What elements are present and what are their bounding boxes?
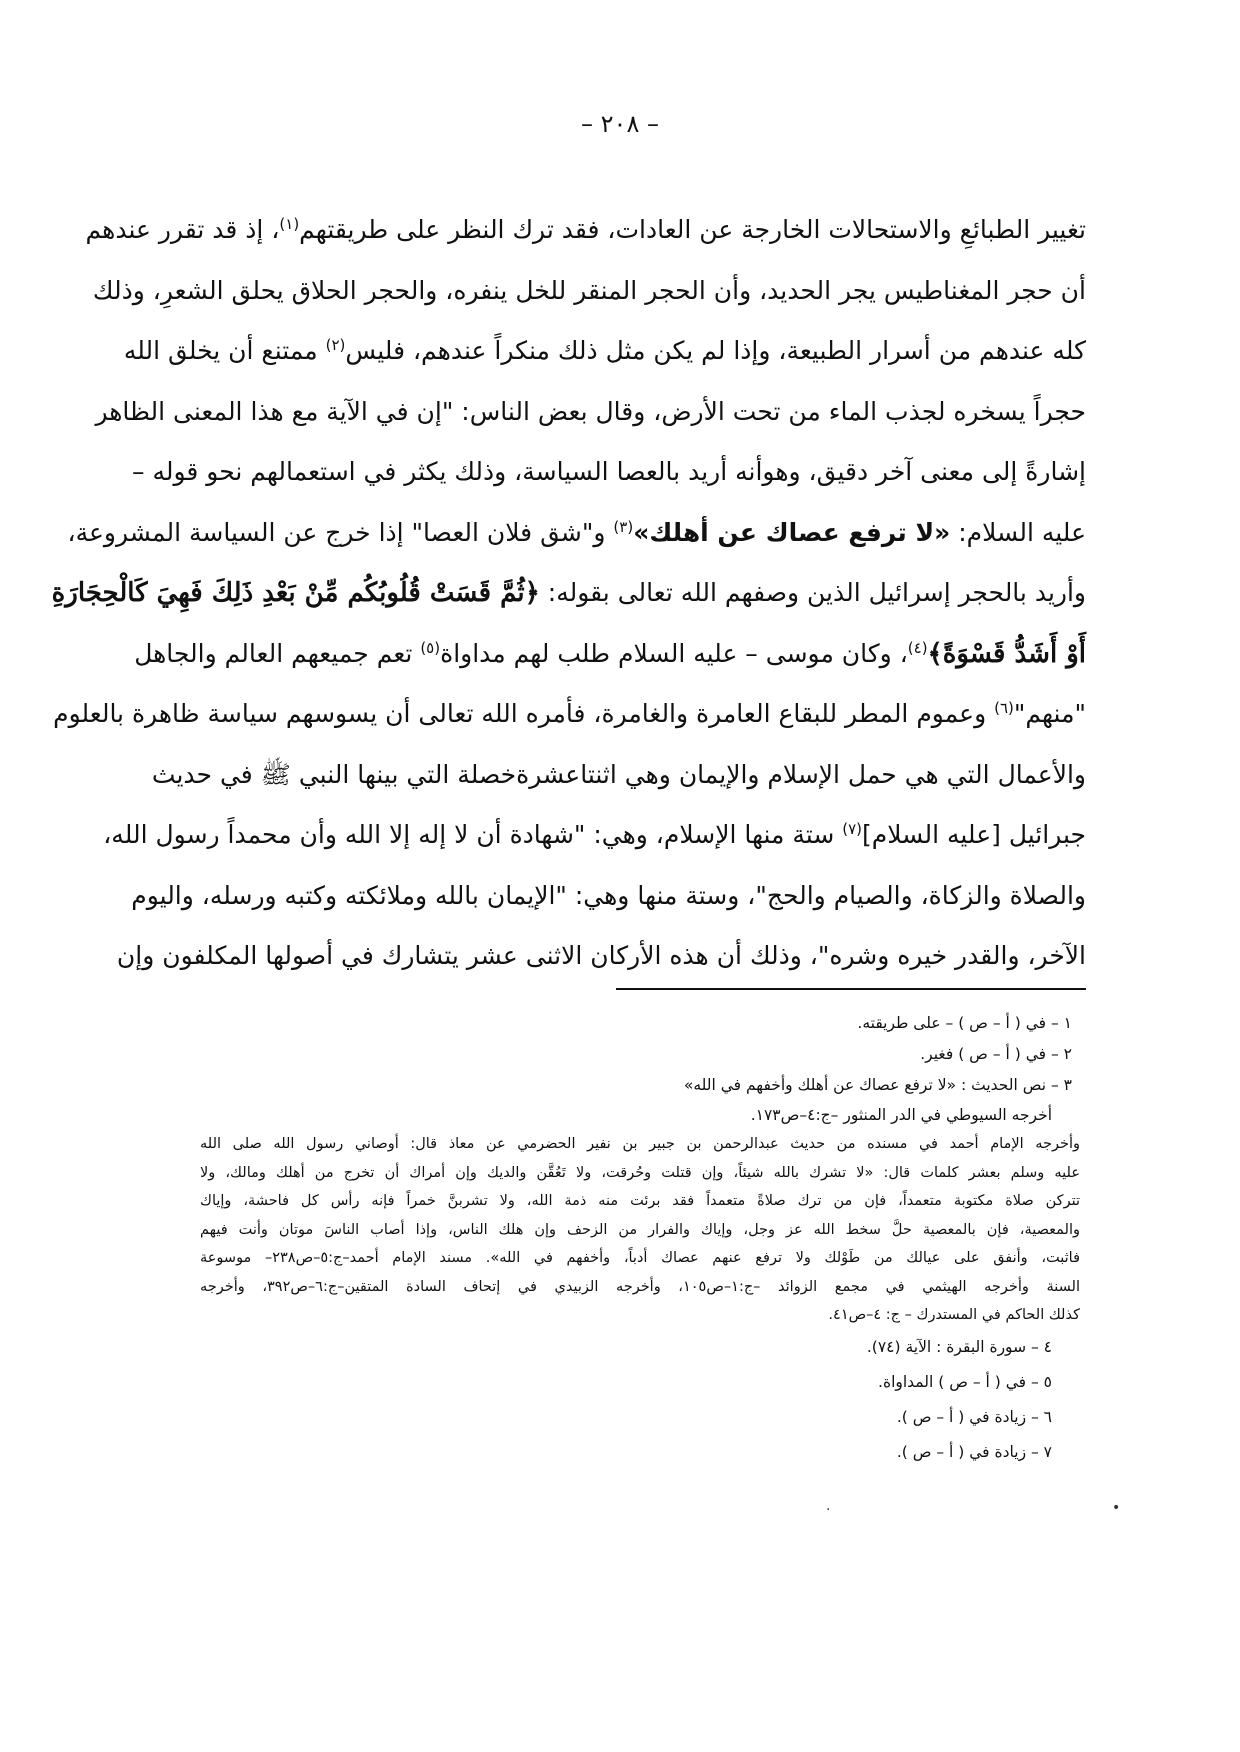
margin-mark-right: • [1112,1500,1121,1516]
footnote-ref-3[interactable]: (٣) [613,517,634,536]
quran-verse-part-2: أَوْ أَشَدُّ قَسْوَةً﴾ [927,638,1086,669]
footnote-3-line-4: والمعصية، فإن بالمعصية حلَّ سخط الله عز وجل، وإياك والفرار من الزحف وإن هلك الناس، وإذا أصاب الناسَ موتان وأنت فيهم [200,1221,1080,1238]
footnote-5: ٥ – في ( أ – ص ) المداواة. [878,1372,1052,1391]
footnote-3-line-3: تتركن صلاة مكتوبة متعمداً، فإن من ترك صلاةً متعمداً فقد برئت منه ذمة الله، ولا تشربنَّ خمراً فإنه رأس كل فاحشة، وإياك [200,1193,1080,1209]
footnote-ref-2[interactable]: (٢) [325,336,346,354]
body-line-1: تغيير الطبائعِ والاستحالات الخارجة عن العادات، فقد ترك النظر على طريقتهم$^{(١)}$، إذ قد تقرر عندهم [85,215,1086,244]
footnote-3-line-5: فاثبت، وأنفق على عيالك من طَوْلك ولا ترفع عنهم عصاك أدباً، وأخفهم في الله». مسند الإمام أحمد–ج:٥–ص٢٣٨– موسوعة [200,1250,1080,1266]
footnotes-section [200,1008,1080,1470]
footnote-separator [616,988,1086,990]
body-line-4: حجراً يسخره لجذب الماء من تحت الأرض، وقال بعض الناس: "إن في الآية مع هذا المعنى الظاهر [95,396,1086,426]
body-line-5: إشارةً إلى معنى آخر دقيق، وهوأنه أريد بالعصا السياسة، وذلك يكثر في استعمالهم نحو قوله – [132,457,1086,486]
footnote-ref-6[interactable]: (٦) [994,699,1014,717]
footnote-ref-7[interactable]: (٧) [842,820,863,838]
footnote-ref-1[interactable]: (١) [279,215,300,233]
body-line-9: "منهم"$^{(٦)}$ وعموم المطر للبقاع العامرة والغامرة، فأمره الله تعالى أن يسوسهم سياسة ظاهرة بالعلوم [53,699,1086,728]
footnote-3-line-7: كذلك الحاكم في المستدرك – ج: ٤–ص٤١. [828,1307,1080,1323]
body-line-10: والأعمال التي هي حمل الإسلام والإيمان وهي اثنتاعشرةخصلة التي بينها النبي ﷺ في حديث [151,759,1086,789]
main-body-text [51,200,1086,987]
body-line-13: الآخر، والقدر خيره وشره"، وذلك أن هذه الأركان الاثنى عشر يتشارك في أصولها المكلفون وإن [116,941,1086,970]
footnote-ref-4[interactable]: (٤) [907,638,928,657]
hadith-quote: «لا ترفع عصاك عن أهلك» [633,517,951,547]
body-line-12: والصلاة والزكاة، والصيام والحج"، وستة منها وهي: "الإيمان بالله وملائكته وكتبه ورسله، واليوم [131,880,1086,910]
page-number: – ٢٠٨ – [581,110,659,138]
footnote-1: ١ – في ( أ – ص ) – على طريقته. [857,1014,1072,1032]
footnote-3-line-1: وأخرجه الإمام أحمد في مسنده من حديث عبدالرحمن بن جبير بن نفير الحضرمي عن معاذ قال: أوصاني رسول الله صلى الله [200,1136,1080,1152]
body-line-8: أَوْ أَشَدُّ قَسْوَةً﴾$^{(٤)}$، وكان موسى – عليه السلام طلب لهم مداواة$^{(٥)}$ تعم جميعهم العالم والجاهل [134,638,1086,669]
footnote-7: ٧ – زيادة في ( أ – ص ). [896,1442,1052,1461]
footnote-6: ٦ – زيادة في ( أ – ص ). [896,1407,1052,1426]
body-line-3: كله عندهم من أسرار الطبيعة، وإذا لم يكن مثل ذلك منكراً عندهم، فليس$^{(٢)}$ ممتنع أن يخلق الله [123,336,1086,365]
footnote-3-line-6: السنة وأخرجه الهيثمي في مجمع الزوائد –ج:١–ص١٠٥، وأخرجه الزبيدي في إتحاف السادة المتقين–ج:٦–ص٣٩٢، وأخرجه [200,1278,1080,1295]
footnote-3-line-2: عليه وسلم بعشر كلمات قال: «لا تشرك بالله شيئاً، وإن قتلت وحُرقت، ولا تَعُقَّن والديك وإن أمراك أن تخرج من أهلك ومالك، ولا [200,1164,1080,1181]
body-line-2: أن حجر المغناطيس يجر الحديد، وأن الحجر المنقر للخل ينفره، والحجر الحلاق يحلق الشعرِ، وذلك [92,275,1086,305]
footnote-3: ٣ – نص الحديث : «لا ترفع عصاك عن أهلك وأخفهم في الله» [683,1076,1072,1094]
margin-mark-left: · [826,1502,831,1518]
footnote-3-source: أخرجه السيوطي في الدر المنثور –ج:٤–ص١٧٣. [750,1106,1052,1124]
footnote-2: ٢ – في ( أ – ص ) فغير. [920,1045,1072,1063]
body-line-7: وأريد بالحجر إسرائيل الذين وصفهم الله تعالى بقوله: ﴿ثُمَّ قَسَتْ قُلُوبُكُم مِّنْ بَعْدِ ذَلِكَ فَهِيَ كَالْحِجَارَةِ [51,578,1086,608]
footnote-ref-5[interactable]: (٥) [420,638,441,657]
quran-verse-part-1: ﴿ثُمَّ قَسَتْ قُلُوبُكُم مِّنْ بَعْدِ ذَلِكَ فَهِيَ كَالْحِجَارَةِ [51,578,540,608]
body-line-6: عليه السلام: «لا ترفع عصاك عن أهلك»$^{(٣)}$ و"شق فلان العصا" إذا خرج عن السياسة المشروعة، [67,517,1086,547]
footnote-4: ٤ – سورة البقرة : الآية (٧٤). [866,1337,1052,1356]
body-line-11: جبرائيل [عليه السلام]$^{(٧)}$ ستة منها الإسلام، وهي: "شهادة أن لا إله إلا الله وأن محمداً رسول الله، [103,820,1086,849]
